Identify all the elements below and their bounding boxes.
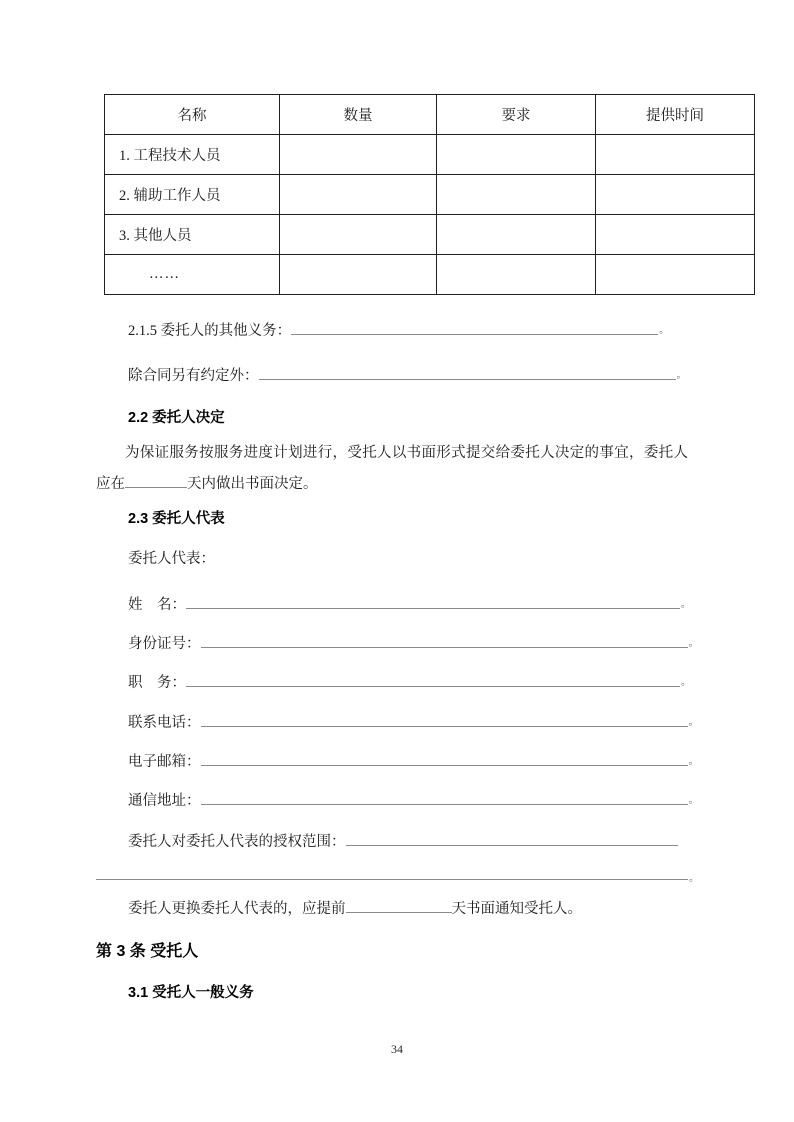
- table-row: [105, 255, 755, 295]
- personnel-table: [104, 94, 755, 295]
- field-authorization-scope-terminator: 。: [689, 873, 699, 884]
- field-position-label: 职 务：: [128, 674, 186, 691]
- clause-exception: [128, 365, 687, 383]
- personnel-table-wrapper: [104, 94, 704, 295]
- heading-section-3: 第 3 条 受托人: [96, 943, 199, 960]
- clause-2-1-5-input[interactable]: [291, 320, 658, 335]
- field-name-label: 姓 名：: [128, 596, 186, 613]
- table-header-time: 提供时间: [596, 95, 755, 135]
- table-cell-name: 1. 工程技术人员: [105, 135, 280, 175]
- field-authorization-scope-input[interactable]: [346, 831, 678, 846]
- field-id-number-terminator: 。: [688, 637, 699, 649]
- table-cell-time[interactable]: [596, 215, 755, 255]
- field-name: [128, 594, 691, 612]
- representative-replacement-part1: 委托人更换委托人代表的，应提前: [128, 900, 346, 917]
- table-header-name: 名称: [105, 95, 280, 135]
- clause-exception-input[interactable]: [259, 365, 676, 380]
- field-email: [128, 751, 699, 769]
- table-row: [105, 215, 755, 255]
- table-cell-quantity[interactable]: [280, 215, 437, 255]
- table-header-requirement: 要求: [437, 95, 596, 135]
- field-id-number: [128, 633, 699, 651]
- table-header-row: [105, 95, 755, 135]
- field-phone-input[interactable]: [201, 712, 688, 727]
- heading-2-2: 2.2 委托人决定: [128, 410, 225, 426]
- clause-exception-terminator: 。: [676, 369, 687, 381]
- field-id-number-input[interactable]: [201, 633, 688, 648]
- clause-exception-label: 除合同另有约定外：: [128, 367, 259, 384]
- clause-2-1-5: [128, 320, 669, 338]
- representative-replacement-days-input[interactable]: [346, 898, 452, 913]
- field-authorization-scope-continuation[interactable]: [96, 879, 688, 880]
- paragraph-2-2-text-part2: 天内做出书面决定。: [187, 476, 318, 492]
- clause-2-1-5-terminator: 。: [659, 324, 670, 336]
- table-row: [105, 175, 755, 215]
- heading-2-3: 2.3 委托人代表: [128, 511, 225, 527]
- clause-2-1-5-label: 2.1.5 委托人的其他义务：: [128, 322, 292, 339]
- table-cell-requirement[interactable]: [437, 135, 596, 175]
- table-cell-requirement[interactable]: [437, 215, 596, 255]
- field-id-number-label: 身份证号：: [128, 635, 201, 652]
- field-phone: [128, 712, 699, 730]
- table-cell-name: 2. 辅助工作人员: [105, 175, 280, 215]
- table-cell-name: ……: [105, 255, 280, 295]
- table-cell-requirement[interactable]: [437, 175, 596, 215]
- heading-3-1: 3.1 受托人一般义务: [128, 985, 254, 1001]
- page-number: 34: [391, 1042, 403, 1056]
- client-representative-intro: 委托人代表：: [128, 551, 215, 567]
- representative-replacement-part2: 天书面通知受托人。: [451, 900, 582, 917]
- table-cell-quantity[interactable]: [280, 135, 437, 175]
- table-cell-time[interactable]: [596, 175, 755, 215]
- field-address: [128, 790, 699, 808]
- field-email-input[interactable]: [201, 751, 688, 766]
- table-header-quantity: 数量: [280, 95, 437, 135]
- representative-replacement-line: [128, 898, 582, 916]
- table-cell-requirement[interactable]: [437, 255, 596, 295]
- field-phone-label: 联系电话：: [128, 714, 201, 731]
- field-position-input[interactable]: [186, 672, 680, 687]
- field-position-terminator: 。: [681, 676, 691, 688]
- field-authorization-scope: [128, 831, 678, 849]
- field-name-input[interactable]: [186, 594, 680, 609]
- field-authorization-scope-label: 委托人对委托人代表的授权范围：: [128, 833, 346, 850]
- field-address-label: 通信地址：: [128, 792, 201, 809]
- field-address-input[interactable]: [201, 790, 688, 805]
- paragraph-2-2: [96, 438, 688, 500]
- table-cell-quantity[interactable]: [280, 175, 437, 215]
- field-name-terminator: 。: [681, 598, 691, 610]
- field-phone-terminator: 。: [688, 716, 699, 728]
- table-cell-time[interactable]: [596, 255, 755, 295]
- paragraph-2-2-days-input[interactable]: [125, 473, 187, 488]
- table-cell-name: 3. 其他人员: [105, 215, 280, 255]
- table-row: [105, 135, 755, 175]
- field-email-terminator: 。: [688, 755, 699, 767]
- table-cell-time[interactable]: [596, 135, 755, 175]
- table-cell-quantity[interactable]: [280, 255, 437, 295]
- field-position: [128, 672, 691, 690]
- paragraph-2-2-text-part1: 为保证服务按服务进度计划进行，受托人以书面形式提交给委托人决定的事宜，委托人应在: [96, 445, 688, 492]
- field-address-terminator: 。: [688, 794, 699, 806]
- field-email-label: 电子邮箱：: [128, 753, 201, 770]
